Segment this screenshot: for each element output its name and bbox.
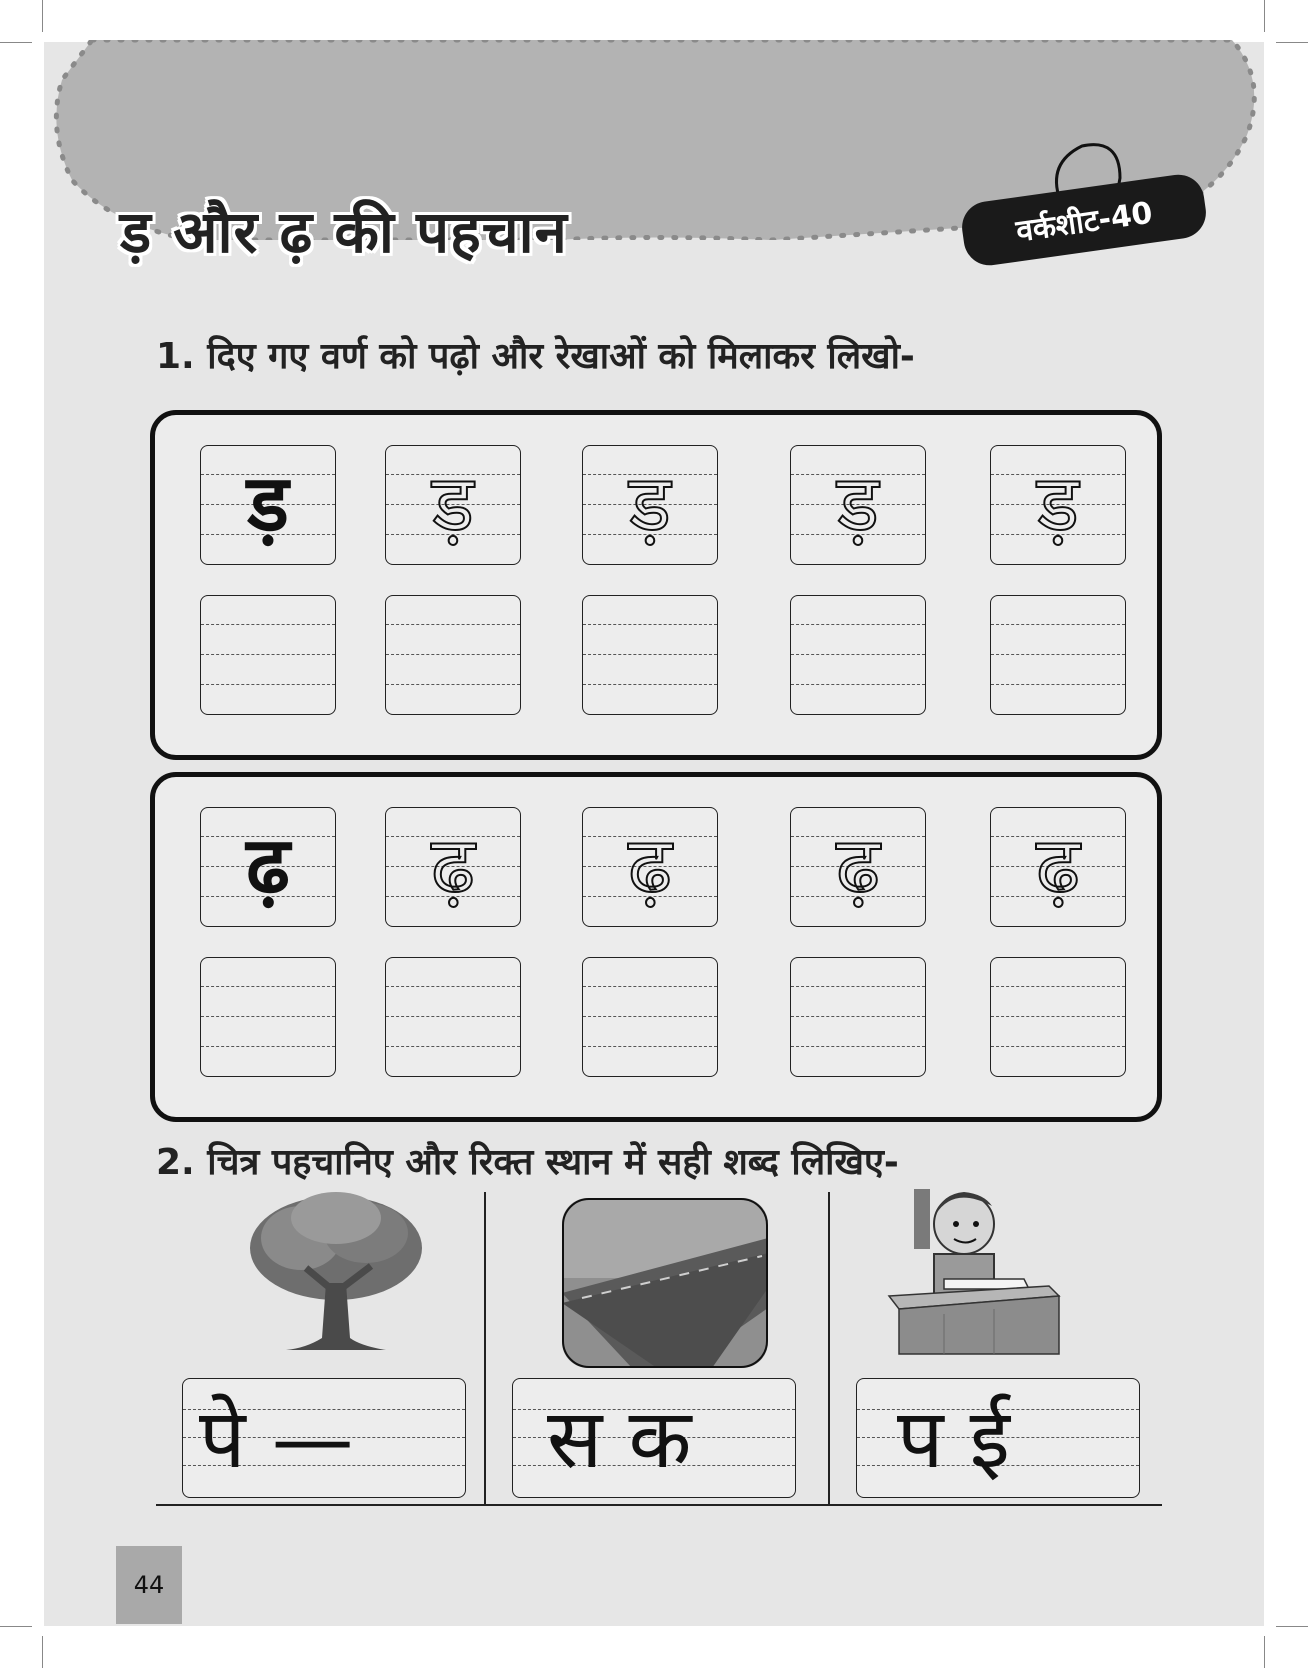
crop-mark	[0, 1626, 32, 1627]
trace-letter-cell[interactable]	[790, 807, 926, 927]
crop-mark	[1276, 42, 1308, 43]
dotted-letter: ढ़	[1036, 821, 1080, 911]
model-letter: ड़	[247, 459, 289, 549]
guide-line	[201, 986, 335, 987]
answer-box-road[interactable]	[512, 1378, 796, 1498]
writing-cell[interactable]	[790, 957, 926, 1077]
word-tree: पे —	[199, 1392, 354, 1487]
trace-letter-cell[interactable]	[990, 807, 1126, 927]
writing-cell[interactable]	[385, 595, 521, 715]
dotted-letter: ढ़	[836, 821, 880, 911]
guide-line	[201, 684, 335, 685]
crop-mark	[42, 0, 43, 32]
dotted-letter: ड़	[837, 459, 879, 549]
guide-line	[201, 1016, 335, 1017]
guide-line	[386, 1046, 520, 1047]
guide-line	[791, 1016, 925, 1017]
guide-line	[791, 1046, 925, 1047]
model-letter-cell	[200, 445, 336, 565]
guide-line	[386, 1016, 520, 1017]
guide-line	[991, 684, 1125, 685]
dotted-letter: ढ़	[431, 821, 475, 911]
writing-cell[interactable]	[200, 957, 336, 1077]
guide-line	[991, 1046, 1125, 1047]
guide-line	[991, 624, 1125, 625]
writing-cell[interactable]	[200, 595, 336, 715]
section-divider	[828, 1192, 830, 1506]
guide-line	[583, 986, 717, 987]
guide-line	[991, 986, 1125, 987]
tree-image	[246, 1188, 426, 1358]
dotted-letter: ड़	[1037, 459, 1079, 549]
answer-box-reading[interactable]	[856, 1378, 1140, 1498]
crop-mark	[42, 1636, 43, 1668]
writing-cell[interactable]	[385, 957, 521, 1077]
worksheet-title: ड़ और ढ़ की पहचान	[120, 198, 568, 266]
writing-cell[interactable]	[790, 595, 926, 715]
answer-box-tree[interactable]	[182, 1378, 466, 1498]
word-road: स क	[547, 1392, 692, 1487]
crop-mark	[1264, 0, 1265, 32]
dotted-letter: ड़	[629, 459, 671, 549]
word-reading: प ई	[897, 1392, 1010, 1487]
guide-line	[583, 1016, 717, 1017]
crop-mark	[1264, 1636, 1265, 1668]
trace-letter-cell[interactable]	[582, 807, 718, 927]
question-1-instruction: 1. दिए गए वर्ण को पढ़ो और रेखाओं को मिलाकर लिखो-	[156, 336, 915, 377]
guide-line	[386, 624, 520, 625]
guide-line	[386, 986, 520, 987]
guide-line	[583, 654, 717, 655]
guide-line	[791, 986, 925, 987]
boy-reading-image	[884, 1184, 1064, 1360]
crop-mark	[0, 42, 32, 43]
guide-line	[583, 624, 717, 625]
page-number: 44	[116, 1546, 182, 1624]
dotted-letter: ढ़	[628, 821, 672, 911]
trace-letter-cell[interactable]	[385, 807, 521, 927]
bottom-rule	[156, 1504, 1162, 1506]
writing-cell[interactable]	[582, 957, 718, 1077]
guide-line	[791, 684, 925, 685]
trace-letter-cell[interactable]	[990, 445, 1126, 565]
guide-line	[201, 1046, 335, 1047]
trace-letter-cell[interactable]	[385, 445, 521, 565]
guide-line	[201, 624, 335, 625]
question-2-instruction: 2. चित्र पहचानिए और रिक्त स्थान में सही शब्द लिखिए-	[156, 1142, 899, 1183]
guide-line	[791, 654, 925, 655]
crop-mark	[1276, 1626, 1308, 1627]
guide-line	[583, 1046, 717, 1047]
model-letter-cell	[200, 807, 336, 927]
road-image	[562, 1198, 768, 1368]
section-divider	[484, 1192, 486, 1506]
writing-cell[interactable]	[582, 595, 718, 715]
worksheet-number-badge: वर्कशीट-40	[959, 171, 1210, 268]
guide-line	[791, 624, 925, 625]
guide-line	[201, 654, 335, 655]
writing-cell[interactable]	[990, 957, 1126, 1077]
guide-line	[386, 684, 520, 685]
guide-line	[991, 1016, 1125, 1017]
model-letter: ढ़	[246, 821, 290, 911]
worksheet-badge	[962, 138, 1212, 278]
guide-line	[583, 684, 717, 685]
writing-cell[interactable]	[990, 595, 1126, 715]
trace-letter-cell[interactable]	[790, 445, 926, 565]
guide-line	[386, 654, 520, 655]
trace-letter-cell[interactable]	[582, 445, 718, 565]
dotted-letter: ड़	[432, 459, 474, 549]
guide-line	[991, 654, 1125, 655]
